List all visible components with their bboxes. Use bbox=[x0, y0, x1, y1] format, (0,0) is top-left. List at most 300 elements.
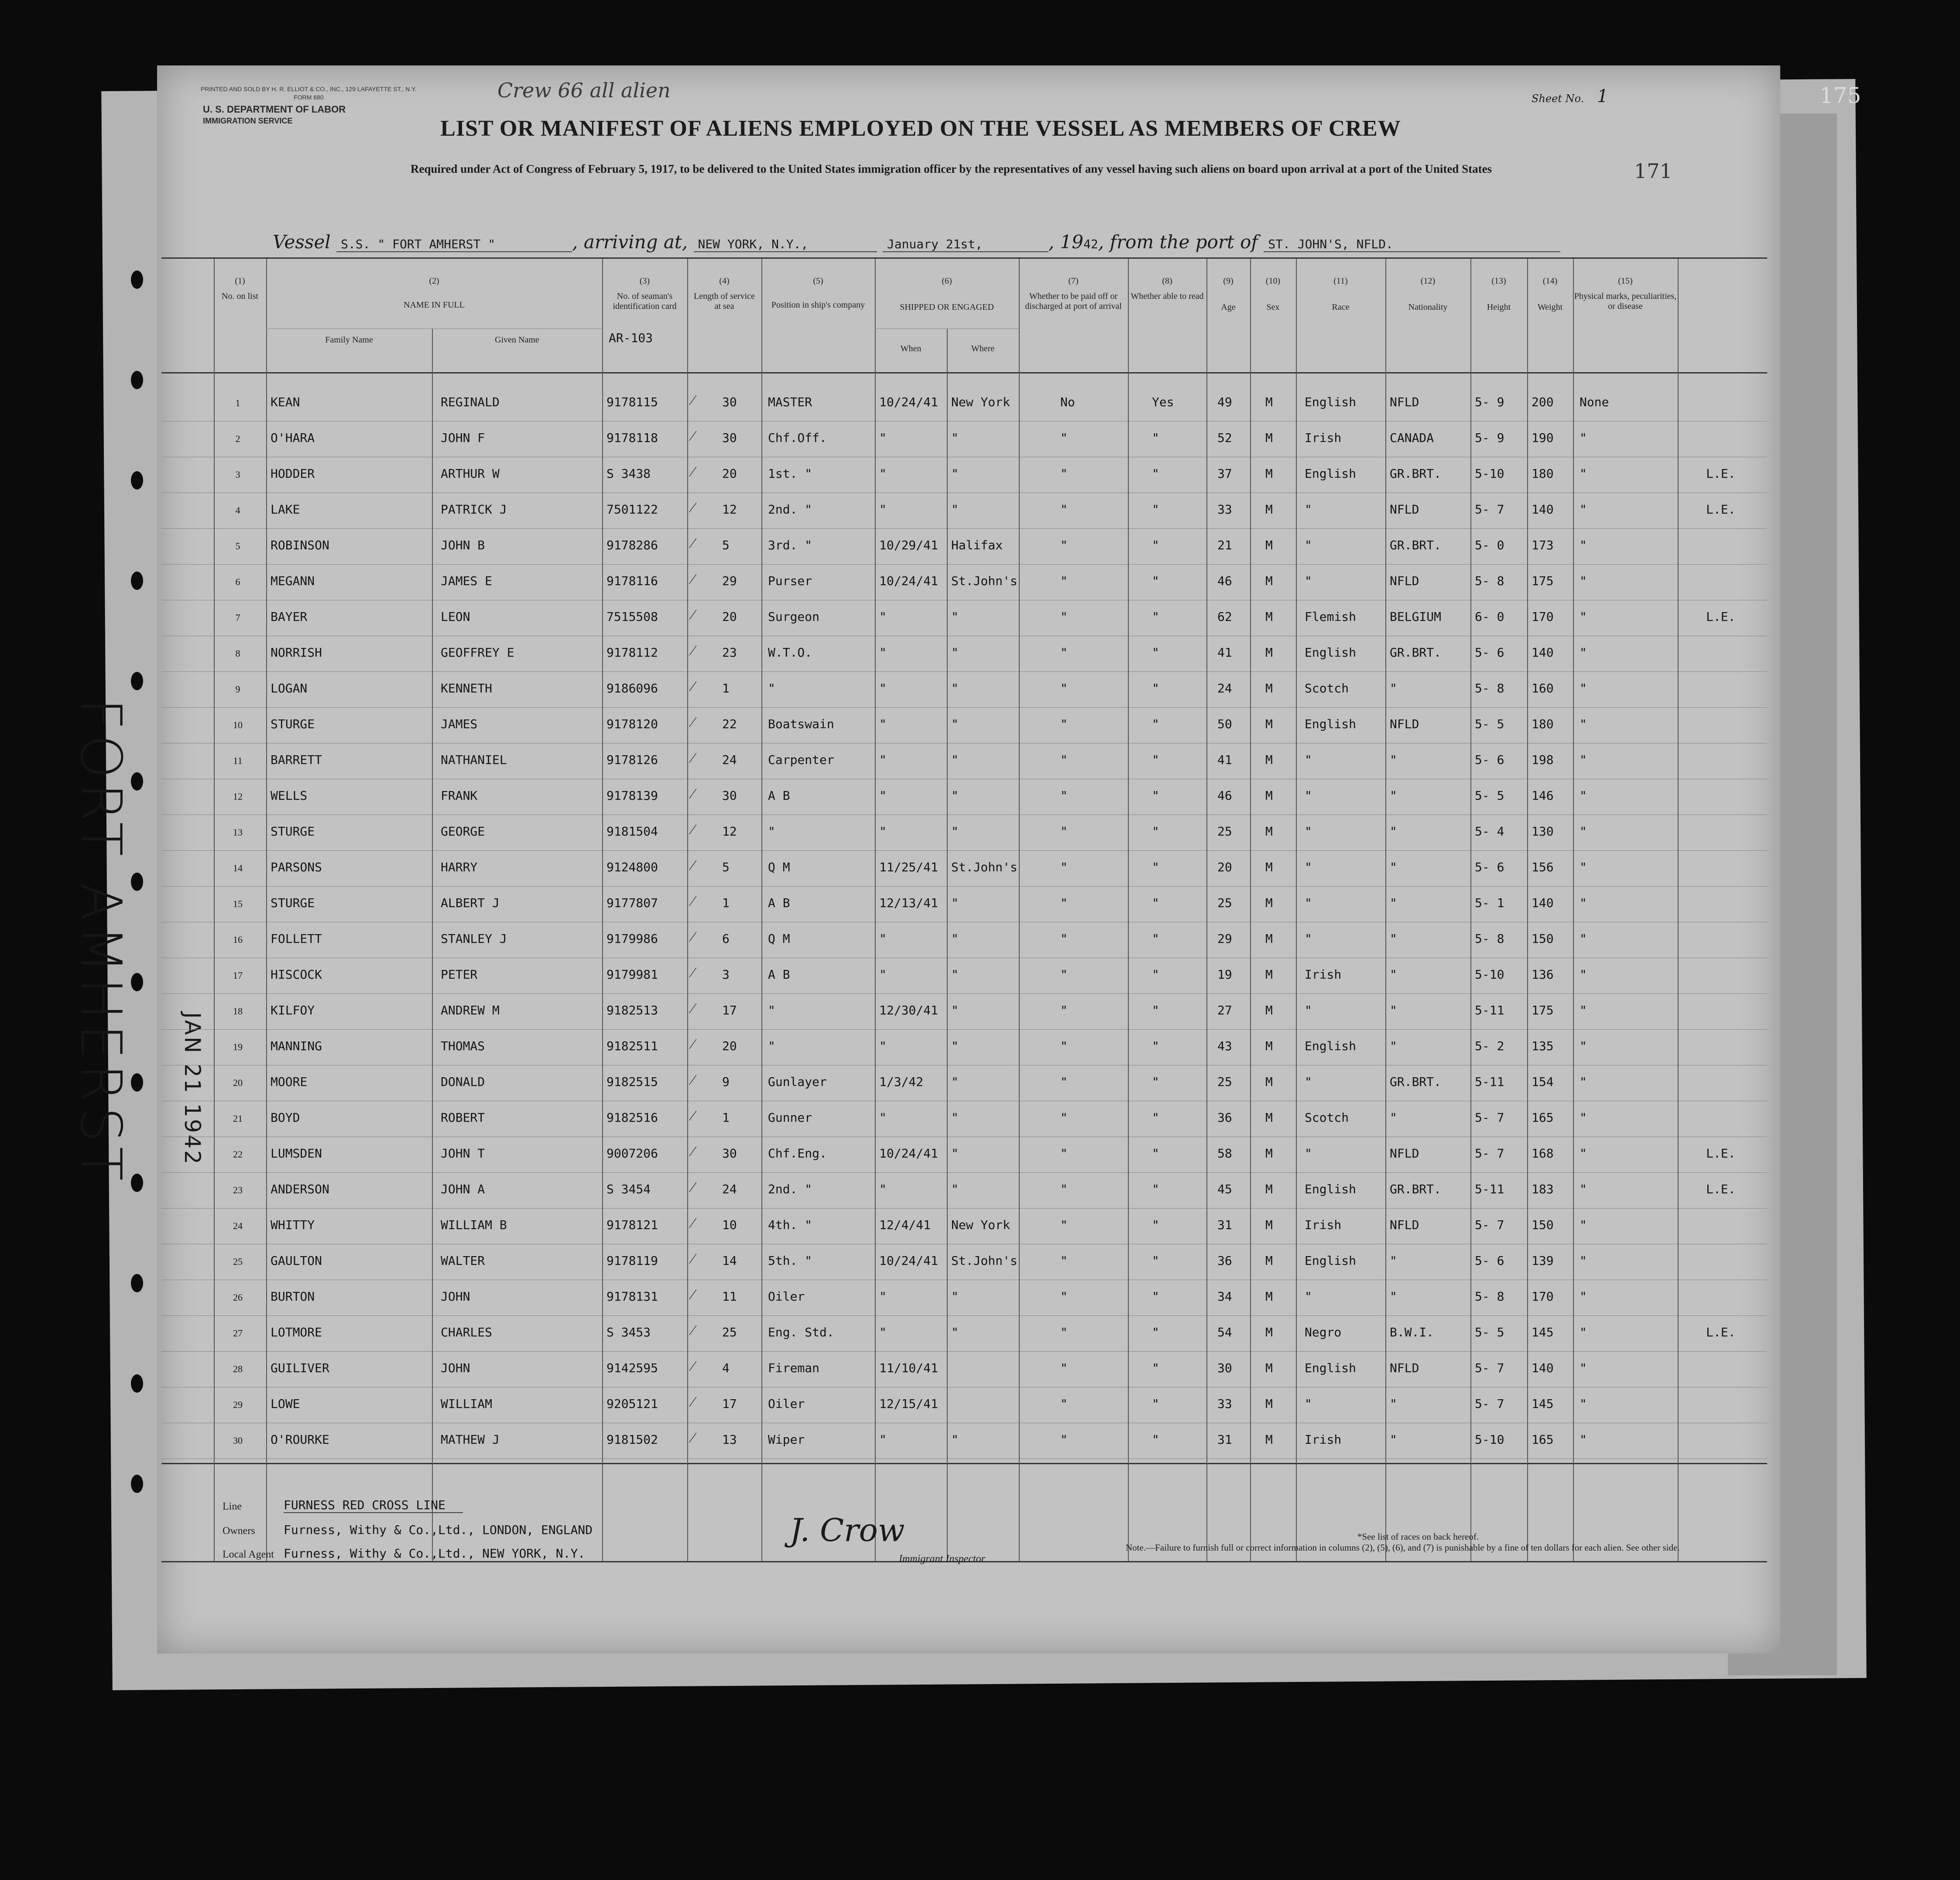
service-length: 22 bbox=[722, 717, 737, 731]
family-name: LOTMORE bbox=[271, 1325, 322, 1339]
checkmark-icon: ⁄ bbox=[692, 1035, 694, 1053]
position: Gunlayer bbox=[768, 1075, 827, 1089]
column-rule bbox=[1128, 259, 1129, 1561]
race: " bbox=[1305, 788, 1312, 803]
paid-off: " bbox=[1060, 1361, 1068, 1375]
height: 5- 6 bbox=[1475, 860, 1504, 874]
able-to-read: " bbox=[1152, 1432, 1159, 1447]
nationality: NFLD bbox=[1390, 574, 1419, 588]
sex: M bbox=[1265, 431, 1273, 445]
able-to-read: " bbox=[1152, 538, 1159, 552]
able-to-read: " bbox=[1152, 1146, 1159, 1161]
nationality: NFLD bbox=[1390, 1146, 1419, 1161]
sex: M bbox=[1265, 931, 1273, 946]
date-stamp: JAN 21 1942 bbox=[180, 1012, 205, 1166]
card-number: S 3454 bbox=[607, 1182, 651, 1196]
checkmark-icon: ⁄ bbox=[692, 1178, 694, 1196]
card-number: 9178126 bbox=[607, 753, 658, 767]
race: Flemish bbox=[1305, 610, 1357, 624]
row-number: 9 bbox=[235, 684, 240, 695]
position: Eng. Std. bbox=[768, 1325, 834, 1339]
age: 41 bbox=[1217, 645, 1232, 660]
service-length: 29 bbox=[722, 574, 737, 588]
physical-marks: " bbox=[1580, 1432, 1587, 1447]
shipped-when: " bbox=[879, 717, 887, 731]
height: 5- 7 bbox=[1475, 1218, 1504, 1232]
shipped-where: " bbox=[951, 1110, 959, 1125]
weight: 130 bbox=[1532, 824, 1554, 839]
punch-hole bbox=[131, 1374, 143, 1393]
nationality: " bbox=[1390, 931, 1397, 946]
row-number: 25 bbox=[233, 1256, 243, 1267]
height: 5-10 bbox=[1475, 967, 1504, 982]
age: 49 bbox=[1217, 395, 1232, 409]
col-2-header: NAME IN FULL bbox=[404, 300, 465, 310]
checkmark-icon: ⁄ bbox=[692, 785, 694, 802]
age: 62 bbox=[1217, 610, 1232, 624]
vessel-line bbox=[273, 231, 1560, 253]
row-number: 20 bbox=[233, 1077, 243, 1088]
row-number: 29 bbox=[233, 1399, 243, 1410]
owners: Furness, Withy & Co.,Ltd., LONDON, ENGLAND bbox=[284, 1523, 593, 1537]
weight: 183 bbox=[1532, 1182, 1554, 1196]
position: " bbox=[768, 681, 775, 695]
shipped-when: 10/24/41 bbox=[879, 1146, 938, 1161]
row-number: 2 bbox=[235, 433, 240, 444]
nationality: " bbox=[1390, 1289, 1397, 1304]
weight: 170 bbox=[1532, 1289, 1554, 1304]
physical-marks: " bbox=[1580, 1325, 1587, 1339]
weight: 140 bbox=[1532, 896, 1554, 910]
position: W.T.O. bbox=[768, 645, 812, 660]
family-name: LOGAN bbox=[271, 681, 308, 695]
card-number: 9178112 bbox=[607, 645, 658, 660]
col-11-number: (11) bbox=[1333, 276, 1348, 286]
shipped-where: " bbox=[951, 931, 959, 946]
nationality: " bbox=[1390, 967, 1397, 982]
weight: 165 bbox=[1532, 1110, 1554, 1125]
given-name: ANDREW M bbox=[441, 1003, 500, 1017]
physical-marks: " bbox=[1580, 431, 1587, 445]
height: 5- 5 bbox=[1475, 717, 1504, 731]
nationality: " bbox=[1390, 860, 1397, 874]
shipped-where: " bbox=[951, 753, 959, 767]
able-to-read: " bbox=[1152, 717, 1159, 731]
given-name: GEOFFREY E bbox=[441, 645, 514, 660]
race: " bbox=[1305, 896, 1312, 910]
physical-marks: " bbox=[1580, 1182, 1587, 1196]
age: 43 bbox=[1217, 1039, 1232, 1053]
able-to-read: " bbox=[1152, 753, 1159, 767]
column-rule bbox=[1250, 259, 1251, 1561]
page-title: LIST OR MANIFEST OF ALIENS EMPLOYED ON THE VESSEL AS MEMBERS OF CREW bbox=[440, 116, 1401, 141]
weight: 140 bbox=[1532, 645, 1554, 660]
race: English bbox=[1305, 466, 1357, 481]
race: Scotch bbox=[1305, 1110, 1349, 1125]
service-length: 1 bbox=[722, 1110, 730, 1125]
position: Q M bbox=[768, 860, 790, 874]
card-number: 9178139 bbox=[607, 788, 658, 803]
checkmark-icon: ⁄ bbox=[692, 678, 694, 695]
height: 5- 9 bbox=[1475, 395, 1504, 409]
height: 5- 8 bbox=[1475, 931, 1504, 946]
shipped-when: " bbox=[879, 610, 887, 624]
sex: M bbox=[1265, 645, 1273, 660]
given-name: WILLIAM B bbox=[441, 1218, 507, 1232]
position: 4th. " bbox=[768, 1218, 812, 1232]
sex: M bbox=[1265, 574, 1273, 588]
service-length: 12 bbox=[722, 824, 737, 839]
able-to-read: " bbox=[1152, 896, 1159, 910]
column-rule bbox=[1573, 259, 1574, 1561]
shipped-when: 12/30/41 bbox=[879, 1003, 938, 1017]
given-name: ALBERT J bbox=[441, 896, 500, 910]
position: Gunner bbox=[768, 1110, 812, 1125]
checkmark-icon: ⁄ bbox=[692, 964, 694, 981]
service-length: 5 bbox=[722, 538, 730, 552]
age: 34 bbox=[1217, 1289, 1232, 1304]
column-rule bbox=[432, 329, 433, 1561]
physical-marks: " bbox=[1580, 466, 1587, 481]
row-rule bbox=[161, 707, 1767, 708]
card-number: 9142595 bbox=[607, 1361, 658, 1375]
family-name: LUMSDEN bbox=[271, 1146, 322, 1161]
race: English bbox=[1305, 1182, 1357, 1196]
checkmark-icon: ⁄ bbox=[692, 1357, 694, 1375]
sex: M bbox=[1265, 717, 1273, 731]
weight: 165 bbox=[1532, 1432, 1554, 1447]
nationality: NFLD bbox=[1390, 1361, 1419, 1375]
note: L.E. bbox=[1706, 466, 1736, 481]
paid-off: " bbox=[1060, 502, 1068, 517]
race: English bbox=[1305, 1253, 1357, 1268]
family-name: GUILIVER bbox=[271, 1361, 329, 1375]
position: 1st. " bbox=[768, 466, 812, 481]
nationality: " bbox=[1390, 1253, 1397, 1268]
punch-hole bbox=[131, 1475, 143, 1493]
sex: M bbox=[1265, 753, 1273, 767]
note: L.E. bbox=[1706, 502, 1736, 517]
family-name: KEAN bbox=[271, 395, 300, 409]
service-length: 14 bbox=[722, 1253, 737, 1268]
nationality: NFLD bbox=[1390, 395, 1419, 409]
card-number: S 3438 bbox=[607, 466, 651, 481]
family-name: ROBINSON bbox=[271, 538, 329, 552]
height: 5- 9 bbox=[1475, 431, 1504, 445]
service-length: 24 bbox=[722, 1182, 737, 1196]
shipped-where: Halifax bbox=[951, 538, 1003, 552]
race: " bbox=[1305, 1075, 1312, 1089]
race: " bbox=[1305, 574, 1312, 588]
age: 36 bbox=[1217, 1253, 1232, 1268]
shipped-where: St.John's bbox=[951, 1253, 1018, 1268]
row-rule bbox=[161, 528, 1767, 529]
card-number: 9124800 bbox=[607, 860, 658, 874]
col-5-header: Position in ship's company bbox=[771, 300, 865, 310]
physical-marks: " bbox=[1580, 824, 1587, 839]
family-name: FOLLETT bbox=[271, 931, 322, 946]
shipped-where: " bbox=[951, 431, 959, 445]
col-12-header: Nationality bbox=[1408, 302, 1448, 312]
paid-off: " bbox=[1060, 1253, 1068, 1268]
sex: M bbox=[1265, 681, 1273, 695]
checkmark-icon: ⁄ bbox=[692, 1286, 694, 1303]
family-name: ANDERSON bbox=[271, 1182, 329, 1196]
shipped-when: 10/24/41 bbox=[879, 1253, 938, 1268]
shipped-where: St.John's bbox=[951, 574, 1018, 588]
able-to-read: " bbox=[1152, 574, 1159, 588]
position: " bbox=[768, 1003, 775, 1017]
row-number: 5 bbox=[235, 541, 240, 551]
row-number: 17 bbox=[233, 970, 243, 981]
service-length: 6 bbox=[722, 931, 730, 946]
shipped-when: 11/10/41 bbox=[879, 1361, 938, 1375]
race: " bbox=[1305, 1397, 1312, 1411]
checkmark-icon: ⁄ bbox=[692, 606, 694, 623]
given-name: FRANK bbox=[441, 788, 478, 803]
sex: M bbox=[1265, 1075, 1273, 1089]
service-length: 30 bbox=[722, 431, 737, 445]
given-name: WALTER bbox=[441, 1253, 485, 1268]
service-length: 12 bbox=[722, 502, 737, 517]
card-number: 9178286 bbox=[607, 538, 658, 552]
paid-off: " bbox=[1060, 610, 1068, 624]
race: " bbox=[1305, 502, 1312, 517]
shipped-when: " bbox=[879, 824, 887, 839]
race: " bbox=[1305, 824, 1312, 839]
able-to-read: " bbox=[1152, 1039, 1159, 1053]
punch-hole bbox=[131, 672, 143, 690]
row-number: 16 bbox=[233, 934, 243, 945]
race: " bbox=[1305, 753, 1312, 767]
col-8-number: (8) bbox=[1162, 276, 1172, 286]
race: " bbox=[1305, 1289, 1312, 1304]
note: L.E. bbox=[1706, 1325, 1736, 1339]
shipped-when-header: When bbox=[900, 344, 922, 353]
checkmark-icon: ⁄ bbox=[692, 1250, 694, 1267]
shipped-when: " bbox=[879, 1039, 887, 1053]
paid-off: " bbox=[1060, 896, 1068, 910]
able-to-read: " bbox=[1152, 1361, 1159, 1375]
punch-hole bbox=[131, 1274, 143, 1292]
race: Irish bbox=[1305, 1432, 1342, 1447]
service-length: 17 bbox=[722, 1397, 737, 1411]
col-8-header: Whether able to read bbox=[1131, 291, 1204, 301]
able-to-read: " bbox=[1152, 931, 1159, 946]
card-number: 9177807 bbox=[607, 896, 658, 910]
age: 46 bbox=[1217, 788, 1232, 803]
paid-off: " bbox=[1060, 824, 1068, 839]
row-rule bbox=[161, 671, 1767, 672]
service-length: 24 bbox=[722, 753, 737, 767]
header-divider bbox=[161, 372, 1767, 373]
shipped-when: 10/24/41 bbox=[879, 574, 938, 588]
paid-off: " bbox=[1060, 1218, 1068, 1232]
position: Chf.Off. bbox=[768, 431, 827, 445]
given-name: LEON bbox=[441, 610, 470, 624]
shipped-where: " bbox=[951, 1182, 959, 1196]
race: " bbox=[1305, 1003, 1312, 1017]
position: A B bbox=[768, 788, 790, 803]
weight: 146 bbox=[1532, 788, 1554, 803]
height: 5-11 bbox=[1475, 1075, 1504, 1089]
family-name: BAYER bbox=[271, 610, 308, 624]
physical-marks: " bbox=[1580, 788, 1587, 803]
sex: M bbox=[1265, 1110, 1273, 1125]
given-name: REGINALD bbox=[441, 395, 500, 409]
given-name: JAMES E bbox=[441, 574, 493, 588]
height: 5- 7 bbox=[1475, 1110, 1504, 1125]
nationality: GR.BRT. bbox=[1390, 645, 1442, 660]
checkmark-icon: ⁄ bbox=[692, 1214, 694, 1232]
service-length: 1 bbox=[722, 681, 730, 695]
card-number: 9182511 bbox=[607, 1039, 658, 1053]
nationality: B.W.I. bbox=[1390, 1325, 1434, 1339]
family-name: O'HARA bbox=[271, 431, 315, 445]
row-number: 1 bbox=[235, 397, 240, 408]
age: 30 bbox=[1217, 1361, 1232, 1375]
race: " bbox=[1305, 931, 1312, 946]
able-to-read: " bbox=[1152, 1182, 1159, 1196]
card-number: 9181504 bbox=[607, 824, 658, 839]
shipped-where: " bbox=[951, 610, 959, 624]
paid-off: " bbox=[1060, 931, 1068, 946]
note: L.E. bbox=[1706, 1182, 1736, 1196]
able-to-read: " bbox=[1152, 1003, 1159, 1017]
from-port-label: , from the port of bbox=[1098, 231, 1258, 253]
footnote bbox=[1126, 1531, 1710, 1553]
age: 20 bbox=[1217, 860, 1232, 874]
age: 36 bbox=[1217, 1110, 1232, 1125]
row-rule bbox=[161, 850, 1767, 851]
col-3-number: (3) bbox=[639, 276, 650, 286]
shipped-when: " bbox=[879, 502, 887, 517]
able-to-read: " bbox=[1152, 1218, 1159, 1232]
given-name: MATHEW J bbox=[441, 1432, 500, 1447]
service-length: 10 bbox=[722, 1218, 737, 1232]
position: MASTER bbox=[768, 395, 812, 409]
given-name: JOHN A bbox=[441, 1182, 485, 1196]
weight: 145 bbox=[1532, 1325, 1554, 1339]
arriving-port: NEW YORK, N.Y., bbox=[694, 237, 877, 252]
races-note: *See list of races on back hereof. bbox=[1357, 1531, 1479, 1542]
family-name: STURGE bbox=[271, 717, 315, 731]
physical-marks: " bbox=[1580, 1003, 1587, 1017]
row-rule bbox=[161, 1351, 1767, 1352]
paid-off: " bbox=[1060, 681, 1068, 695]
weight: 180 bbox=[1532, 466, 1554, 481]
weight: 154 bbox=[1532, 1075, 1554, 1089]
sex: M bbox=[1265, 502, 1273, 517]
row-number: 7 bbox=[235, 612, 240, 623]
checkmark-icon: ⁄ bbox=[692, 1000, 694, 1017]
age: 31 bbox=[1217, 1432, 1232, 1447]
paid-off: " bbox=[1060, 1289, 1068, 1304]
race: English bbox=[1305, 717, 1357, 731]
col-13-number: (13) bbox=[1491, 276, 1506, 286]
position: 5th. " bbox=[768, 1253, 812, 1268]
nationality: GR.BRT. bbox=[1390, 1075, 1442, 1089]
height: 5-11 bbox=[1475, 1182, 1504, 1196]
service-length: 20 bbox=[722, 466, 737, 481]
card-number: 9186096 bbox=[607, 681, 658, 695]
sex: M bbox=[1265, 1325, 1273, 1339]
position: Fireman bbox=[768, 1361, 820, 1375]
shipped-when: " bbox=[879, 1110, 887, 1125]
corner-number: 171 bbox=[1634, 159, 1672, 183]
paid-off: " bbox=[1060, 1039, 1068, 1053]
sheet-number-value: 1 bbox=[1597, 86, 1608, 106]
service-name: IMMIGRATION SERVICE bbox=[203, 116, 293, 125]
column-rule bbox=[875, 259, 876, 1561]
weight: 139 bbox=[1532, 1253, 1554, 1268]
col-3-header: No. of seaman's identification card bbox=[613, 291, 677, 311]
checkmark-icon: ⁄ bbox=[692, 1107, 694, 1124]
shipped-where: New York bbox=[951, 395, 1010, 409]
col-1-number: (1) bbox=[235, 276, 245, 286]
height: 5- 7 bbox=[1475, 1146, 1504, 1161]
checkmark-icon: ⁄ bbox=[692, 1143, 694, 1160]
nationality: " bbox=[1390, 681, 1397, 695]
col-1-header: No. on list bbox=[222, 291, 258, 301]
age: 29 bbox=[1217, 931, 1232, 946]
shipped-when: 10/24/41 bbox=[879, 395, 938, 409]
family-name: LAKE bbox=[271, 502, 300, 517]
given-name: WILLIAM bbox=[441, 1397, 493, 1411]
height: 5-10 bbox=[1475, 1432, 1504, 1447]
card-number: 9182513 bbox=[607, 1003, 658, 1017]
col-12-number: (12) bbox=[1420, 276, 1436, 286]
age: 27 bbox=[1217, 1003, 1232, 1017]
family-name: STURGE bbox=[271, 824, 315, 839]
family-name: HODDER bbox=[271, 466, 315, 481]
race: English bbox=[1305, 395, 1357, 409]
handwritten-crew-note: Crew 66 all alien bbox=[497, 79, 671, 102]
sex: M bbox=[1265, 1146, 1273, 1161]
physical-marks: " bbox=[1580, 574, 1587, 588]
shipped-where: " bbox=[951, 967, 959, 982]
shipped-when: 12/13/41 bbox=[879, 896, 938, 910]
sex: M bbox=[1265, 1361, 1273, 1375]
height: 5- 8 bbox=[1475, 681, 1504, 695]
given-name: THOMAS bbox=[441, 1039, 485, 1053]
physical-marks: " bbox=[1580, 681, 1587, 695]
age: 37 bbox=[1217, 466, 1232, 481]
weight: 156 bbox=[1532, 860, 1554, 874]
paid-off: " bbox=[1060, 538, 1068, 552]
column-rule bbox=[1296, 259, 1297, 1561]
height: 5-11 bbox=[1475, 1003, 1504, 1017]
col-14-header: Weight bbox=[1537, 302, 1563, 312]
able-to-read: " bbox=[1152, 967, 1159, 982]
weight: 160 bbox=[1532, 681, 1554, 695]
service-length: 9 bbox=[722, 1075, 730, 1089]
race: Irish bbox=[1305, 1218, 1342, 1232]
nationality: NFLD bbox=[1390, 1218, 1419, 1232]
printer-line: PRINTED AND SOLD BY H. R. ELLIOT & CO., INC., 129 LAFAYETTE ST., N.Y. bbox=[201, 86, 417, 92]
physical-marks: " bbox=[1580, 1218, 1587, 1232]
nationality: GR.BRT. bbox=[1390, 466, 1442, 481]
card-number: 7515508 bbox=[607, 610, 658, 624]
service-length: 20 bbox=[722, 1039, 737, 1053]
weight: 175 bbox=[1532, 1003, 1554, 1017]
column-rule bbox=[1470, 259, 1471, 1561]
family-name: MANNING bbox=[271, 1039, 322, 1053]
card-number: 9178118 bbox=[607, 431, 658, 445]
paid-off: " bbox=[1060, 1003, 1068, 1017]
physical-marks: " bbox=[1580, 1397, 1587, 1411]
checkmark-icon: ⁄ bbox=[692, 642, 694, 659]
